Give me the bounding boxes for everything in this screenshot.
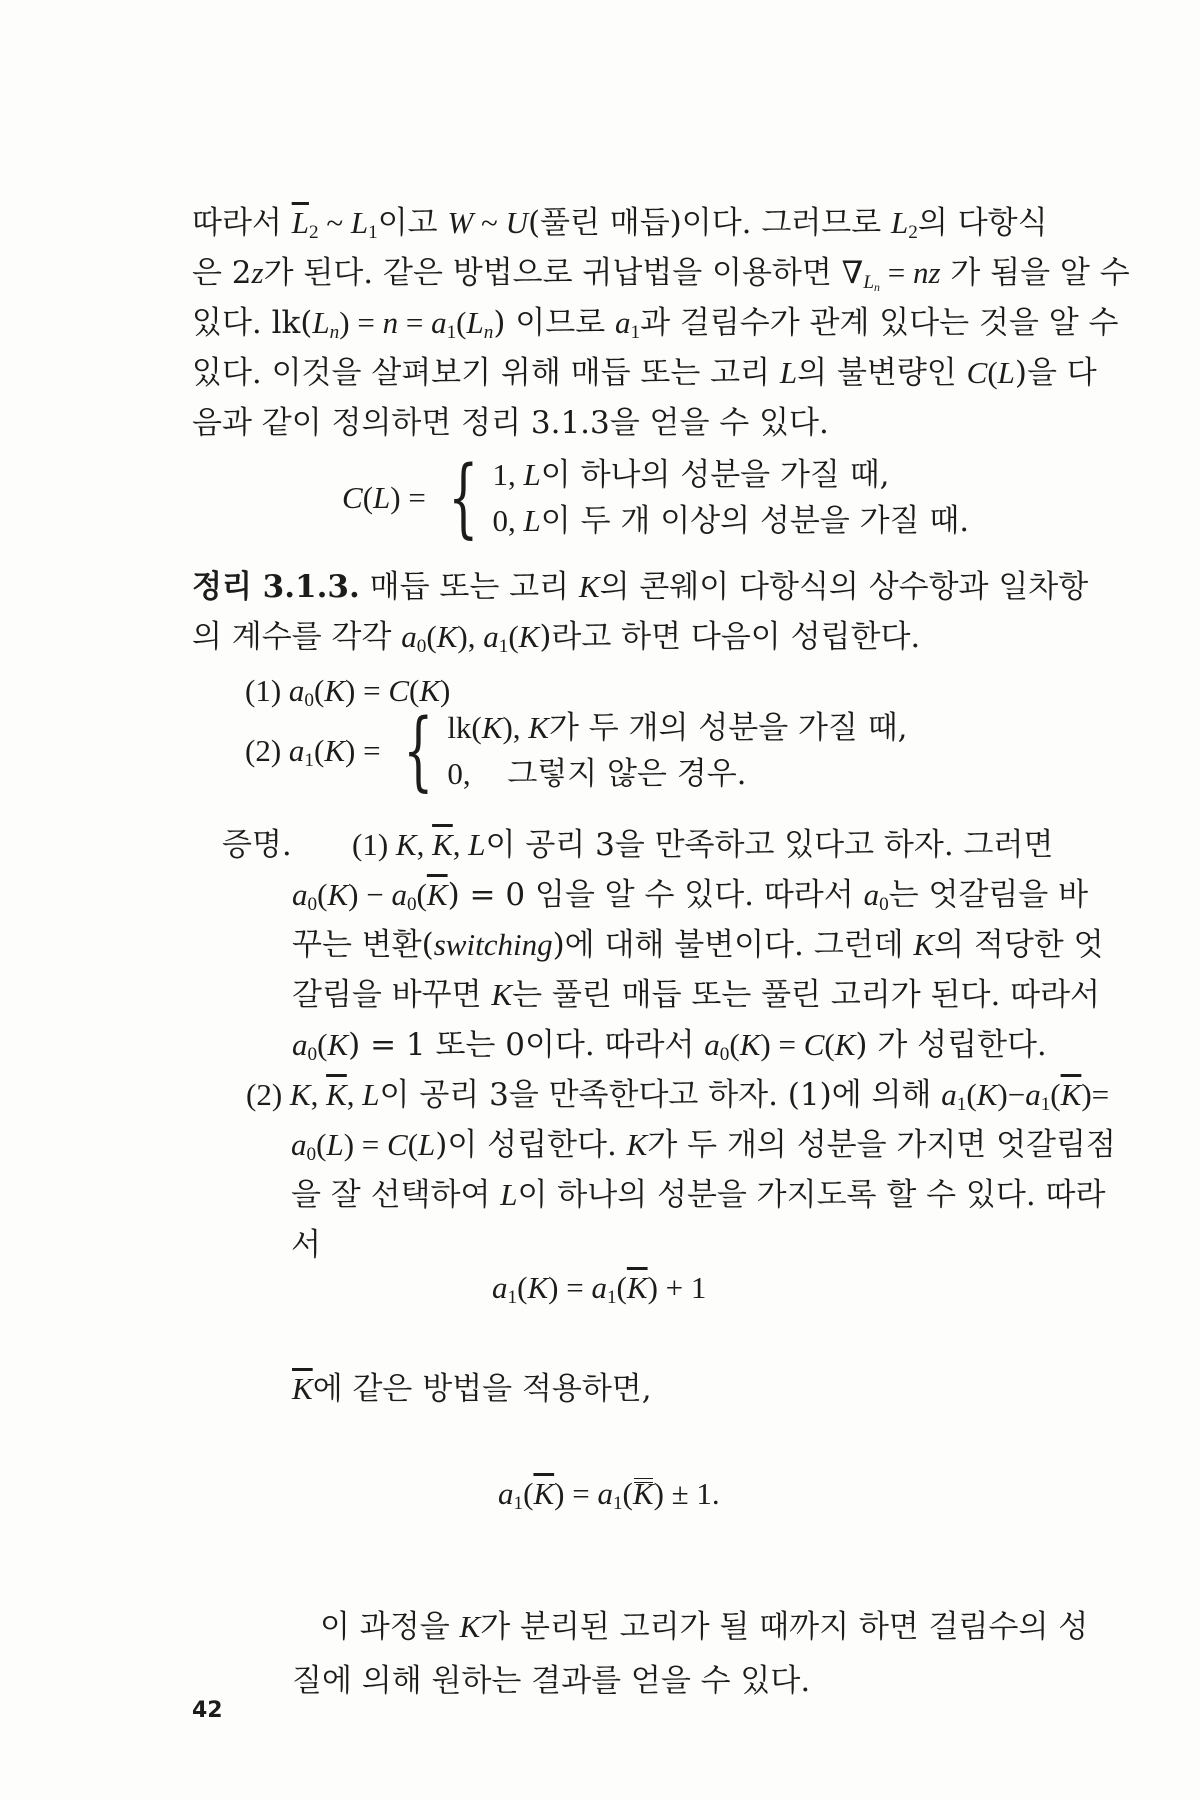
subscript: 2	[308, 221, 319, 243]
cl-definition	[342, 448, 970, 548]
text: 의 다항식	[917, 205, 1048, 241]
subscript: 2	[908, 221, 918, 243]
intro-line-5: 음과 같이 정의하면 정리 3.1.3을 얻을 수 있다.	[192, 405, 829, 441]
subscript: 1	[630, 321, 641, 343]
proof-2-line-3: 을 잘 선택하여 L이 하나의 성분을 가지도록 할 수 있다. 따라	[291, 1177, 1106, 1213]
math: L	[350, 205, 369, 240]
proof-1-line-1: (1) K, $\overline{K}$, L이 공리 3을 만족하고 있다고 하자. 그러면	[352, 827, 1054, 863]
apply-sentence: $\overline{K}$에 같은 방법을 적용하면,	[292, 1371, 652, 1407]
theorem-line-2: 의 계수를 각각 $a_0(K)$, $a_1(K)$라고 하면 다음이 성립한다.	[192, 619, 921, 657]
theorem-item-1: (1) $a_0(K) = C(K)$	[245, 673, 451, 711]
theorem-item-2	[245, 701, 908, 801]
text: 따라서	[192, 205, 292, 241]
text: 있다. lk(	[192, 305, 313, 341]
subscript: n	[329, 321, 340, 343]
text: 이고	[377, 205, 448, 241]
math: ~	[473, 205, 506, 240]
text: 있다. 이것을 살펴보기 위해 매듭 또는 고리	[192, 355, 780, 391]
proof-2-line-2: $a_0(L) = C(L)$이 성립한다. K가 두 개의 성분을 가지면 엇갈림점	[291, 1127, 1116, 1165]
proof-label: 증명.	[222, 827, 292, 863]
math: z	[251, 255, 264, 290]
text: ) 이므로	[493, 305, 615, 341]
a1-cases	[447, 705, 907, 797]
proof-part-2	[246, 1070, 1116, 1270]
math: (	[987, 355, 998, 390]
subscript: n	[483, 321, 494, 343]
subscript: Ln	[863, 271, 880, 294]
text: (풀린 매듭)이다. 그러므로	[527, 205, 892, 241]
cl-case-1: 1, L이 하나의 성분을 가질 때,	[492, 457, 890, 493]
proof-1-line-5: $a_0(K) = 1$ 또는 0이다. 따라서 $a_0(K) = C(K)$ 가 성립한다.	[292, 1027, 1047, 1065]
proof-1-line-4: 갈림을 바꾸면 K는 풀린 매듭 또는 풀린 고리가 된다. 따라서	[292, 977, 1100, 1013]
math: C	[966, 355, 988, 390]
math-L2-bar: $\overline{L}$	[291, 205, 309, 240]
equation-2: $a_1(\overline{K}) = a_1(K) \pm 1$.	[498, 1476, 720, 1514]
closing-line-1: 이 과정을 K가 분리된 고리가 될 때까지 하면 걸림수의 성	[320, 1609, 1089, 1645]
math: U	[505, 205, 528, 240]
subscript: 1	[368, 221, 378, 243]
intro-line-4	[192, 348, 1097, 398]
math: W	[447, 205, 474, 240]
proof-2-line-1: (2) K, $\overline{K}$, L이 공리 3을 만족한다고 하자. (1)에 의해 $a_1(K)-a_1(\overline{K})=$	[246, 1077, 1110, 1115]
proof-1-line-3: 꾸는 변환(switching)에 대해 불변이다. 그런데 K의 적당한 엇	[292, 927, 1104, 963]
closing-paragraph	[292, 1600, 1092, 1708]
left-brace: {	[448, 448, 479, 548]
theorem-title: 정리 3.1.3.	[192, 569, 360, 605]
math: L	[466, 305, 484, 340]
text: 과 걸림수가 관계 있다는 것을 알 수	[640, 305, 1119, 341]
cl-case-2: 0, L이 두 개 이상의 성분을 가질 때.	[492, 503, 970, 539]
closing-line-2: 질에 의해 원하는 결과를 얻을 수 있다.	[292, 1663, 811, 1699]
intro-line-1	[192, 198, 1092, 248]
theorem-3-1-3	[192, 562, 1092, 662]
intro-line-3	[192, 298, 1119, 348]
math: a	[431, 305, 447, 340]
a1-case-2: 0, 그렇지 않은 경우.	[447, 756, 747, 792]
math: L	[312, 305, 330, 340]
text: 은 2	[192, 255, 252, 291]
text: 의 불변량인	[797, 355, 967, 391]
math: n	[382, 305, 399, 340]
page-number: 42	[192, 1698, 223, 1723]
a1-case-1: lk(K), K가 두 개의 성분을 가질 때,	[447, 710, 908, 746]
proof-part-1	[292, 820, 1104, 1070]
math: nz	[912, 255, 941, 290]
math: =	[398, 305, 432, 340]
math: ~	[318, 205, 351, 240]
intro-paragraph	[192, 198, 1130, 448]
math: L	[891, 205, 909, 240]
cl-cases	[493, 452, 970, 544]
text: )을 다	[1014, 355, 1097, 391]
proof-2-line-4: 서	[291, 1227, 321, 1263]
math: a	[615, 305, 631, 340]
math: ) =	[339, 305, 383, 340]
a1-lhs: (2) $a_1(K)$ =	[245, 733, 381, 771]
intro-line-2	[192, 248, 1130, 298]
math: L	[997, 355, 1015, 390]
text: 가 됨을 알 수	[940, 255, 1130, 291]
cl-lhs: C(L) =	[342, 480, 426, 515]
equation-1: $a_1(K) = a_1(\overline{K}) + 1$	[492, 1270, 707, 1308]
left-brace: {	[402, 701, 434, 801]
math: (	[456, 305, 467, 340]
theorem-line-1: 정리 3.1.3. 매듭 또는 고리 K의 콘웨이 다항식의 상수항과 일차항	[192, 569, 1089, 605]
math: L	[779, 355, 798, 390]
text: 가 된다. 같은 방법으로 귀납법을 이용하면 ∇	[263, 255, 864, 291]
subscript: 1	[446, 321, 457, 343]
math: =	[879, 255, 913, 290]
proof-1-line-2: $a_0(K) - a_0(\overline{K}) = 0$ 임을 알 수 있다. 따라서 $a_0$는 엇갈림을 바	[292, 877, 1089, 915]
